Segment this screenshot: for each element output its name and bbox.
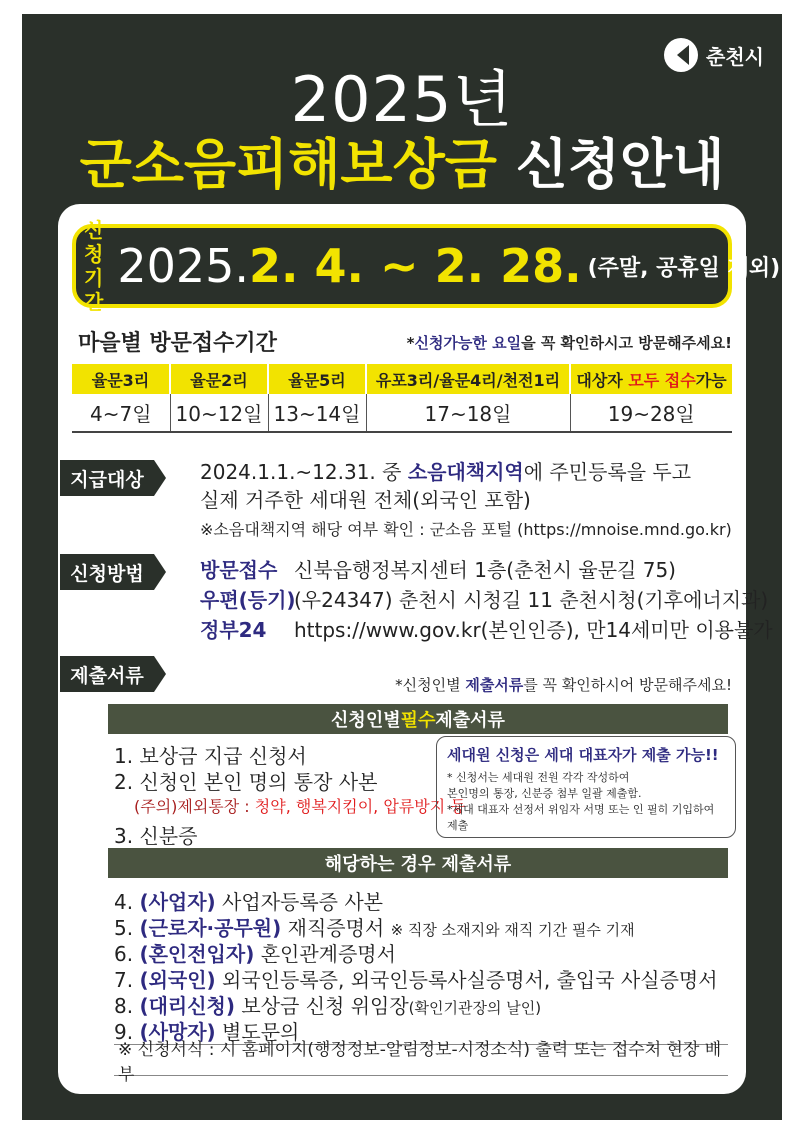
eligibility-tag: 지급대상 (60, 460, 154, 496)
visit-schedule-note: *신청가능한 요일을 꼭 확인하시고 방문해주세요! (406, 334, 732, 352)
form-source-note: ※ 신청서식 : 시 홈페이지(행정정보-알림정보-시정소식) 출력 또는 접수처 현장 배부 (114, 1044, 728, 1076)
title-main: 군소음피해보상금 (79, 133, 497, 196)
eligibility-line-2: 실제 거주한 세대원 전체(외국인 포함) (200, 488, 531, 512)
eligibility-note: ※소음대책지역 해당 여부 확인 : 군소음 포털 (https://mnoise.mnd.go.kr) (200, 520, 732, 539)
required-doc-item: 3. 신분증 (114, 824, 198, 848)
eligibility-line-1: 2024.1.1.~12.31. 중 소음대책지역에 주민등록을 두고 (200, 460, 692, 484)
visit-days: 19~28일 (570, 394, 732, 432)
visit-days: 17~18일 (366, 394, 570, 432)
visit-header: 율문3리 (72, 364, 170, 394)
visit-schedule-title: 마을별 방문접수기간 (78, 331, 277, 356)
period-dates: 2025.2. 4. ~ 2. 28. (117, 239, 582, 293)
optional-doc-item: 9. (사망자) 별도문의 (114, 1020, 300, 1044)
period-label: 신청 기간 (84, 218, 104, 314)
method-tag: 신청방법 (60, 554, 154, 590)
content-card (58, 204, 781, 1094)
documents-tag: 제출서류 (60, 656, 154, 692)
householder-notes: * 신청서는 세대원 전원 각각 작성하여 본인명의 통장, 신분증 첨부 일괄 제출함. *세대 대표자 선정서 위임자 서명 또는 인 필히 기입하여 제출 (447, 771, 715, 832)
optional-doc-item: 5. (근로자·공무원) 재직증명서 ※ 직장 소재지와 재직 기간 필수 기재 (114, 916, 635, 940)
application-period-box (72, 218, 781, 314)
visit-days: 4~7일 (72, 394, 170, 432)
visit-header: 유포3리/율문4리/천전1리 (366, 364, 570, 394)
required-docs-bar: 신청인별 필수 제출서류 (108, 704, 728, 734)
required-doc-item: 1. 보상금 지급 신청서 (114, 744, 307, 768)
logo-text: 춘천시 (706, 44, 764, 69)
visit-header: 율문2리 (170, 364, 268, 394)
optional-doc-item: 4. (사업자) 사업자등록증 사본 (114, 890, 383, 914)
householder-title: 세대원 신청은 세대 대표자가 제출 가능!! (447, 746, 719, 764)
title-sub: 신청안내 (515, 133, 725, 196)
optional-doc-item: 6. (혼인전입자) 혼인관계증명서 (114, 942, 396, 966)
method-row-mail: 우편(등기)(우24347) 춘천시 시청길 11 춘천시청(기후에너지과) (200, 588, 769, 612)
documents-note: *신청인별 제출서류를 꼭 확인하시어 방문해주세요! (395, 676, 732, 694)
visit-header: 대상자 모두 접수가능 (570, 364, 732, 394)
visit-schedule-table (72, 364, 732, 433)
visit-header: 율문5리 (268, 364, 366, 394)
optional-doc-item: 8. (대리신청) 보상금 신청 위임장(확인기관장의 날인) (114, 994, 542, 1018)
poster (22, 14, 782, 1120)
excluded-accounts-note: (주의)제외통장 : 청약, 행복지킴이, 압류방지 등 (134, 797, 466, 816)
method-row-visit: 방문접수 신북읍행정복지센터 1층(춘천시 율문길 75) (200, 558, 676, 582)
period-note: (주말, 공휴일 제외) (587, 255, 781, 281)
householder-notice (436, 736, 736, 838)
required-doc-item: 2. 신청인 본인 명의 통장 사본 (114, 770, 378, 794)
optional-docs-bar: 해당하는 경우 제출서류 (108, 848, 728, 878)
visit-days: 10~12일 (170, 394, 268, 432)
visit-days: 13~14일 (268, 394, 366, 432)
year-heading: 2025년 (290, 63, 514, 136)
method-row-online: 정부24 https://www.gov.kr(본인인증), 만14세미만 이용불가 (200, 618, 773, 642)
optional-doc-item: 7. (외국인) 외국인등록증, 외국인등록사실증명서, 출입국 사실증명서 (114, 968, 718, 992)
page-title (22, 122, 782, 199)
